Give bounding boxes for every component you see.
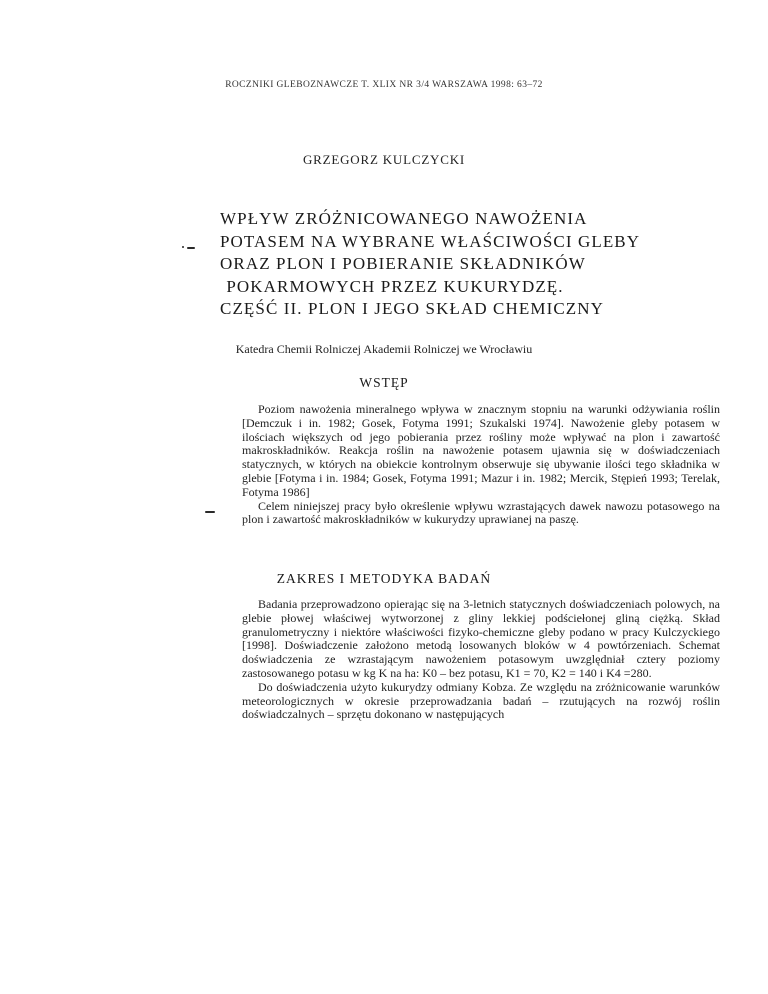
paragraph: Poziom nawożenia mineralnego wpływa w znacznym stopniu na warunki odżywiania roślin [Demczuk i in. 1982; Gosek, Fotyma 1991; Szukalski 1974]. Nawożenie gleby potasem w ilościach większych od jego pobierania przez rośliny może wpływać na plon i zawartość makroskładników. Reakcja roślin na nawożenie potasem ujawnia się w doświadczeniach statycznych, w których na obiekcie kontrolnym obserwuje się ubywanie ilości tego składnika w glebie [Fotyma i in. 1984; Gosek, Fotyma 1991; Mazur i in. 1982; Mercik, Stępień 1993; Terelak, Fotyma 1986] <box>242 402 720 499</box>
margin-mark <box>182 246 184 248</box>
section-body-wstep <box>242 403 720 527</box>
title-line-5: CZĘŚĆ II. PLON I JEGO SKŁAD CHEMICZNY <box>220 299 605 318</box>
affiliation: Katedra Chemii Rolniczej Akademii Rolniczej we Wrocławiu <box>235 342 533 356</box>
section-heading-zakres: ZAKRES I METODYKA BADAŃ <box>276 571 492 586</box>
running-head: ROCZNIKI GLEBOZNAWCZE T. XLIX NR 3/4 WARSZAWA 1998: 63–72 <box>225 80 543 90</box>
section-heading-wstep: WSTĘP <box>359 375 409 390</box>
title-line-3: ORAZ PLON I POBIERANIE SKŁADNIKÓW <box>220 254 586 273</box>
paper-title <box>220 208 641 321</box>
title-line-4: POKARMOWYCH PRZEZ KUKURYDZĘ. <box>226 276 564 296</box>
section-body-zakres <box>242 598 720 722</box>
paragraph: Celem niniejszej pracy było określenie wpływu wzrastających dawek nawozu potasowego na plon i zawartość makroskładników w kukurydzy uprawianej na paszę. <box>242 498 720 527</box>
paragraph: Badania przeprowadzono opierając się na 3-letnich statycznych doświadczeniach polowych, na glebie płowej właściwej wytworzonej z gliny lekkiej podściełonej gliną ciężką. Skład granulometryczny i niektóre właściwości fizyko-chemiczne gleby podano w pracy Kulczyckiego [1998]. Doświadczenie założono metodą losowanych bloków w 4 powtórzeniach. Schemat doświadczenia ze wzrastającym nawożeniem potasowym uwzględniał cztery poziomy zastosowanego potasu w kg K na ha: K0 – bez potasu, K1 = 70, K2 = 140 i K4 =280. <box>242 597 720 680</box>
margin-mark <box>205 511 215 513</box>
paragraph: Do doświadczenia użyto kukurydzy odmiany Kobza. Ze względu na zróżnicowanie warunków meteorologicznych w okresie przeprowadzania badań – rzutujących na rozwój roślin doświadczalnych – sprzętu dokonano w następujących <box>242 679 720 722</box>
author-name: GRZEGORZ KULCZYCKI <box>302 152 466 167</box>
margin-mark <box>187 247 195 249</box>
title-line-2: POTASEM NA WYBRANE WŁAŚCIWOŚCI GLEBY <box>220 231 641 251</box>
title-line-1: WPŁYW ZRÓŻNICOWANEGO NAWOŻENIA <box>220 209 588 228</box>
